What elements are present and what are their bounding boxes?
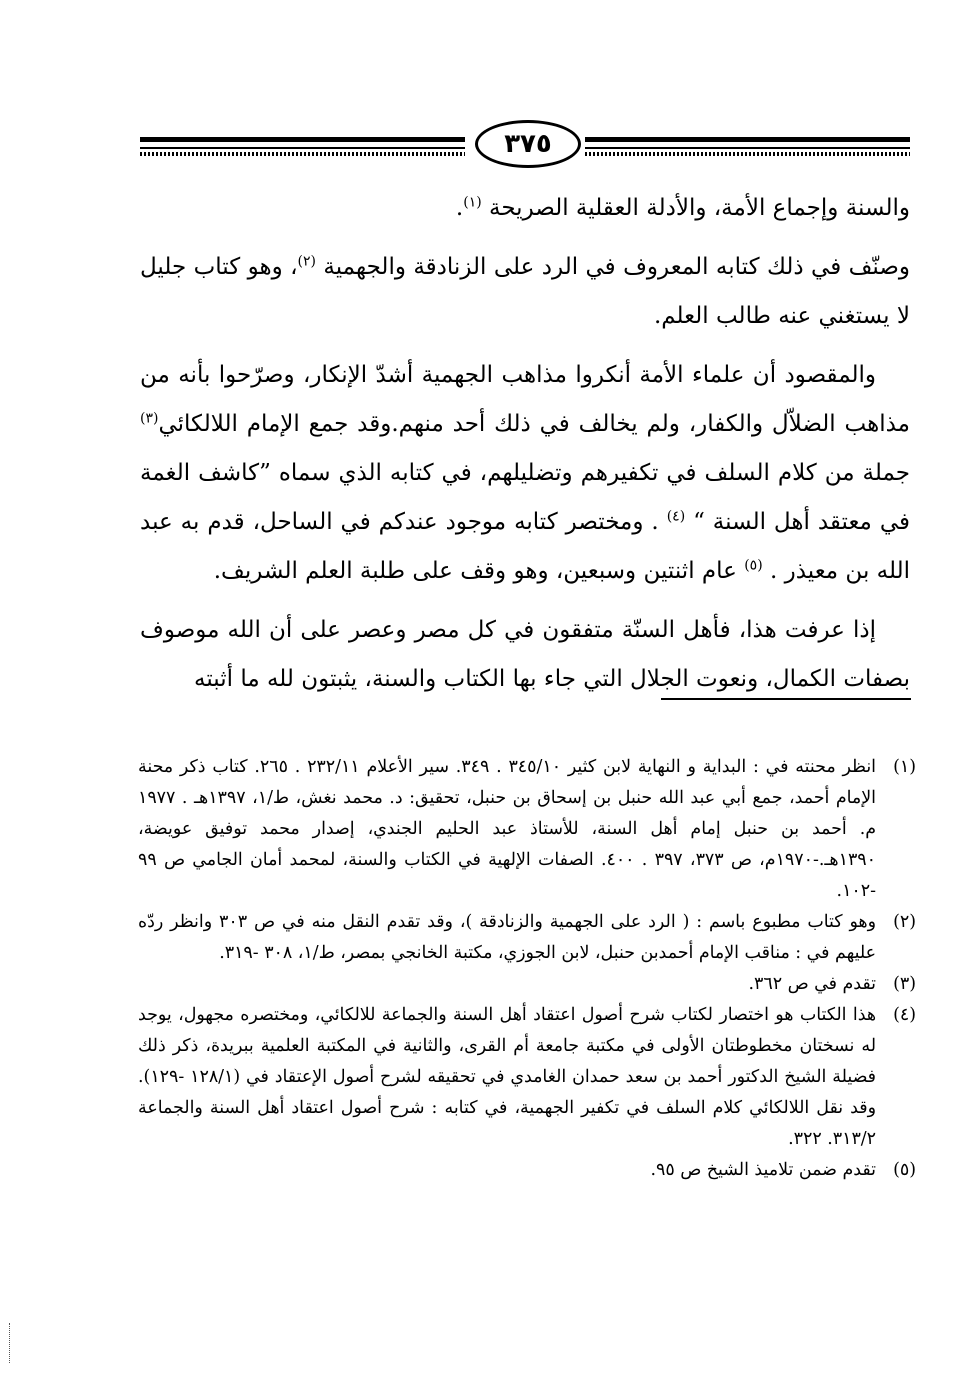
paragraph-text: عام اثنتين وسبعين، وهو وقف على طلبة العلم الشريف. [213,558,745,584]
footnote-number: (٤) [893,1005,916,1025]
footnote-text: هذا الكتاب هو اختصار لكتاب شرح أصول اعتقاد أهل السنة والجماعة للالكائي، ومختصره مجهول، يوجد له نسختان مخطوطتان الأولى في مكتبة جامعة أم القرى، والثانية في المكتبة العلمية ببريدة، ذكر ذلك فضيلة الشيخ الدكتور أحمد بن سعد حمدان الغامدي في تحقيقه لشرح أصول الإعتقاد في (١٢٨/١ -١٢٩). وقد نقل اللالكائي كلام السلف في تكفير الجهمية، في كتابه : شرح أصول اعتقاد أهل السنة والجماعة ٣١٣/٢. ٣٢٢. [138,1005,876,1149]
header-rule-left [140,134,465,160]
footnote [138,1155,916,1186]
footnote-ref: (٢) [297,253,316,270]
footnote-text: وهو كتاب مطبوع باسم : ( الرد على الجهمية والزنادقة )، وقد تقدم النقل منه في ص ٣٠٣ وانظر ردّه عليهم في : مناقب الإمام أحمدبن حنبل، لابن الجوزي، مكتبة الخانجي بمصر، ط/١، ٣٠٨ -٣١٩. [138,912,876,963]
paragraph-text: إذا عرفت هذا، فأهل السنّة متفقون في كل مصر وعصر على أن الله موصوف بصفات الكمال، ونعوت الجلال التي جاء بها الكتاب والسنة، يثبتون لله ما أثبته [140,617,910,692]
paragraph [140,243,910,341]
footnote [138,907,916,969]
footnote-ref: (١) [463,194,482,211]
footnote-number: (٥) [893,1160,916,1180]
paragraph [140,184,910,233]
footnote-number: (١) [893,757,916,777]
footnote-text: تقدم ضمن تلاميذ الشيخ ص ٩٥. [650,1160,876,1180]
footnote-separator [661,698,911,700]
paragraph-text: والمقصود أن علماء الأمة أنكروا مذاهب الجهمية أشدّ الإنكار، وصرّحوا بأنه من مذاهب الضلاّل والكفار، ولم يخالف في ذلك أحد منهم.وقد جمع الإمام اللالكائي [140,362,910,437]
paragraph-text: جملة من كلام السلف في تكفيرهم وتضليلهم، في كتابه الذي سماه ”كاشف الغمة في معتقد أهل السنة “ [140,460,910,535]
paragraph-text: والسنة وإجماع الأمة، والأدلة العقلية الصريحة [481,195,910,221]
footnote-ref: (٤) [666,508,686,525]
paragraph-text: وصنّف في ذلك كتابه المعروف في الرد على الزنادقة والجهمية [316,254,910,280]
header-rule-right [585,134,910,160]
footnote [138,752,916,907]
paragraph-text: . ومختصر كتابه موجود عندكم في الساحل، قدم به عبد الله بن معيذر . [140,509,910,584]
paragraph [140,351,910,596]
page-header [140,120,910,172]
footnote [138,969,916,1000]
main-text [140,184,910,714]
paragraph-text: . [455,195,464,221]
footnote-text: تقدم في ص ٣٦٢. [748,974,876,994]
footnote-ref: (٣) [140,410,159,427]
footnote [138,1000,916,1155]
footnote-text: انظر محنته في : البداية و النهاية لابن كثير ٣٤٥/١٠ . ٣٤٩. سير الأعلام ٢٣٢/١١ . ٢٦٥. كتاب ذكر محنة الإمام أحمد، جمع أبي عبد الله حنبل بن إسحاق بن حنبل، تحقيق: د. محمد نغش، ط/١، ١٣٩٧هـ . ١٩٧٧ م. أحمد بن حنبل إمام أهل السنة، للأستاذ عبد الحليم الجندي، إصدار محمد توفيق عويضة، ١٣٩٠هـ.-١٩٧٠م، ص ٣٧٣، ٣٩٧ . ٤٠٠. الصفات الإلهية في الكتاب والسنة، لمحمد أمان الجامي ص ٩٩ -١٠٢. [138,757,876,901]
page-number: ٣٧٥ [475,120,581,168]
footnote-number: (٢) [893,912,916,932]
footnote-number: (٣) [893,974,916,994]
paragraph [140,606,910,704]
footnotes [138,752,916,1186]
footnote-ref: (٥) [744,557,763,574]
paragraph-text: ، وهو كتاب جليل لا يستغني عنه طالب العلم. [140,254,910,329]
margin-mark [9,1323,11,1363]
